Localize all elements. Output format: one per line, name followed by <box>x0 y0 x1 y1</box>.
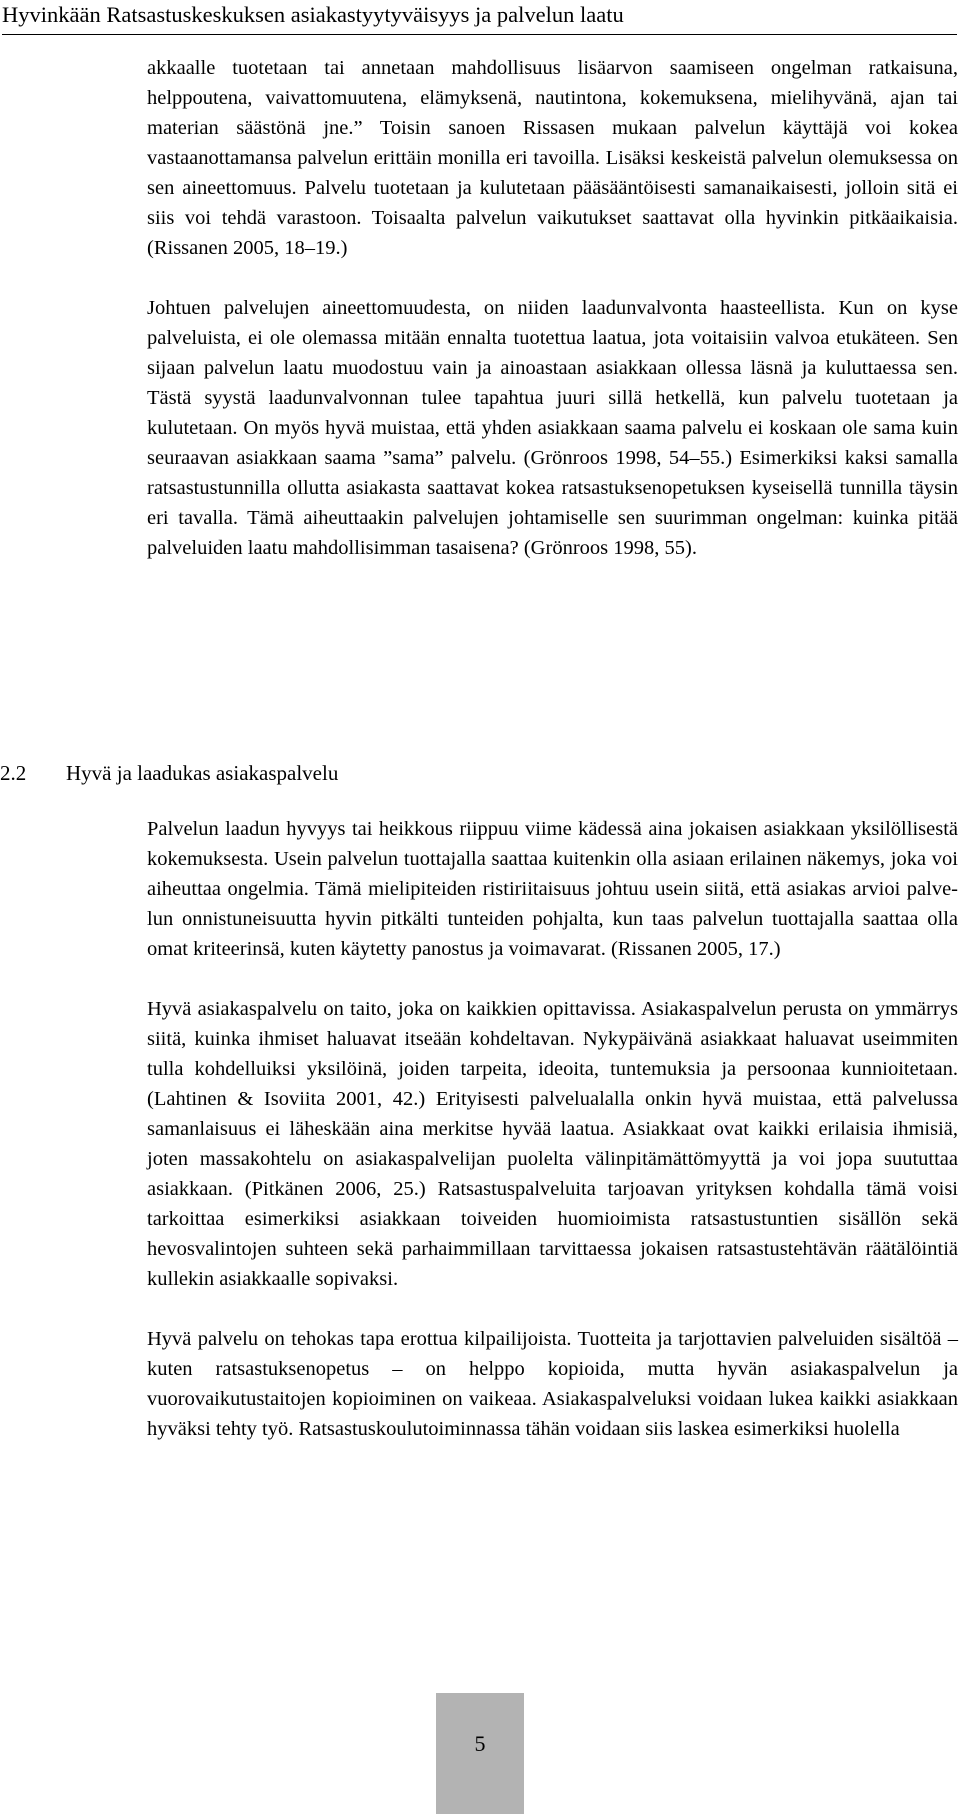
section-title: Hyvä ja laadukas asiakaspalvelu <box>66 761 339 785</box>
running-header <box>2 0 957 35</box>
paragraph: Hyvä palvelu on tehokas tapa erottua kilpailijoista. Tuotteita ja tarjottavien palveluiden sisältöä – kuten ratsastuksenopetus – on helppo kopioida, mutta hyvän asiakaspalvelun ja vuorovaikutustaitojen kopioiminen on vaikeaa. Asiakaspalveluksi voidaan lukea kaikki asiakkaan hyväksi tehty työ. Ratsastuskoulutoiminnassa tähän voidaan siis laskea esimerkiksi huolella <box>147 1328 958 1440</box>
paragraph: akkaalle tuotetaan tai annetaan mahdollisuus lisäarvon saamiseen ongelman ratkaisuna, helppoutena, vaivattomuutena, elämyksenä, nautintona, kokemuksena, mielihyvänä, ajan tai materian säästönä jne.” Toisin sanoen Rissasen mukaan palvelun käyttäjä voi kokea vastaanottamansa palvelun erittäin monilla eri tavoilla. Lisäksi keskeistä palvelun olemuksessa on sen aineettomuus. Palvelu tuotetaan ja kulutetaan pääsääntöisesti samanaikaisesti, jolloin sitä ei siis voi tehdä varastoon. Toisaalta palvelun vaikutukset saattavat olla hyvinkin pitkäaikaisia. (Rissanen 2005, 18–19.) <box>147 57 958 259</box>
body-text-top <box>147 53 958 563</box>
paragraph: Johtuen palvelujen aineettomuudesta, on niiden laadunvalvonta haasteellista. Kun on kyse palveluista, ei ole olemassa mitään ennalta tuotettua laatua, jota voitaisiin valvoa etukäteen. Sen sijaan palvelun laatu muodostuu vain ja ainoastaan asiakkaan ollessa läsnä ja kuluttaessa sen. Tästä syystä laadunvalvonnan tulee tapahtua juuri sillä hetkellä, kun palvelu tuotetaan ja kulutetaan. On myös hyvä muistaa, että yhden asiakkaan saama palvelu ei koskaan ole sama kuin seuraavan asiakkaan saama ”sama” palvelu. (Grönroos 1998, 54–55.) Esimerkiksi kaksi samalla ratsastustunnilla ollutta asiakasta saattavat kokea ratsastuksenopetuksen kyseisellä tunnilla täysin eri tavalla. Tämä aiheuttaakin palvelujen johtamiselle sen suurimman ongelman: kuinka pitää palveluiden laatu mahdollisimman tasaisena? (Grönroos 1998, 55). <box>147 297 958 559</box>
paragraph: Hyvä asiakaspalvelu on taito, joka on kaikkien opittavissa. Asiakaspalvelun perusta on ymmärrys siitä, kuinka ihmiset haluavat itseään kohdeltavan. Nykypäivänä asiakkaat haluavat useimmiten tulla kohdelluiksi yksilöinä, joiden tarpeita, ideoita, tuntemuksia ja persoonaa kunnioitetaan. (Lahtinen & Isoviita 2001, 42.) Erityisesti palvelualalla onkin hyvä muistaa, että palvelussa samanlaisuus ei läheskään aina merkitse hyvää laatua. Asiakkaat ovat kaikki erilaisia ihmisiä, joten massakohtelu on asiakaspalvelijan puolelta välinpitämättömyyttä ja voi jopa suututtaa asiakkaan. (Pitkänen 2006, 25.) Ratsastuspalveluita tarjoavan yrityksen kohdalla tämä voisi tarkoittaa esimerkiksi asiakkaan toiveiden huomioimista ratsastustuntien sisällön sekä hevosvalintojen suhteen sekä parhaimmillaan tarvittaessa jokaisen ratsastustehtävän räätälöintiä kullekin asiakkaalle sopivaksi. <box>147 998 958 1290</box>
header-title: Hyvinkään Ratsastuskeskuksen asiakastyytyväisyys ja palvelun laatu <box>2 2 624 27</box>
body-text-section <box>147 814 958 1444</box>
page-number-box <box>436 1693 524 1814</box>
section-number: 2.2 <box>0 761 27 785</box>
page-number: 5 <box>474 1731 486 1756</box>
section-heading <box>0 758 338 788</box>
paragraph: Palvelun laadun hyvyys tai heikkous riippuu viime kädessä aina jokaisen asiakkaan yksilöllisestä kokemuksesta. Usein palvelun tuottajalla saattaa kuitenkin olla asiaan erilainen näkemys, joka voi aiheuttaa ongelmia. Tämä mielipiteiden ristiriitaisuus johtuu usein siitä, että asiakas arvioi palvelun onnistuneisuutta hyvin pitkälti tunteiden pohjalta, kun taas palvelun tuottajalla saattaa olla omat kriteerinsä, kuten käytetty panostus ja voimavarat. (Rissanen 2005, 17.) <box>147 818 958 960</box>
